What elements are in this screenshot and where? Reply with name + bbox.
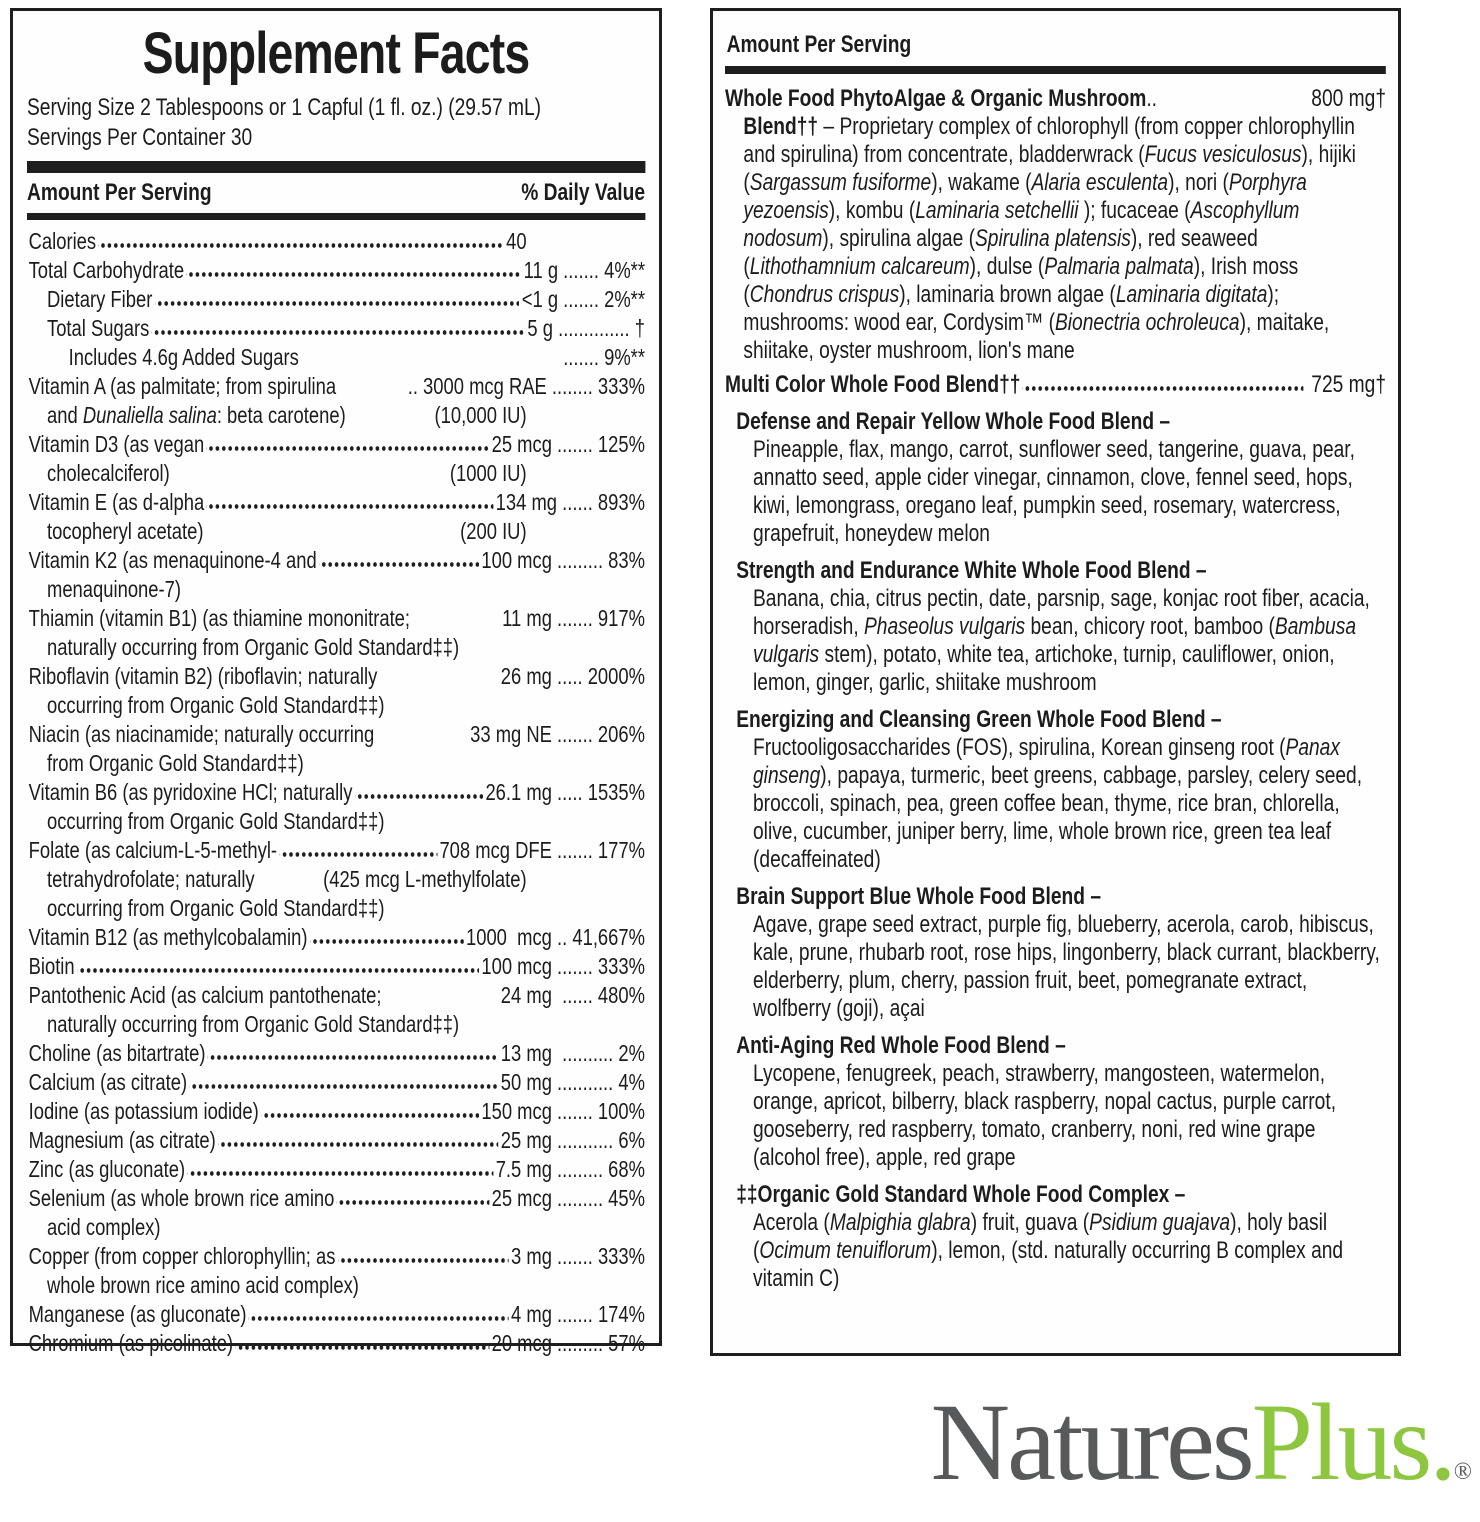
blend-entry	[725, 705, 1386, 874]
blend-amount: 725 mg†	[1305, 371, 1386, 398]
nutrient-rows	[27, 227, 645, 1358]
nutrient-label: menaquinone-7)	[47, 576, 182, 602]
blend-entry	[725, 371, 1386, 399]
leader-dots	[374, 720, 470, 749]
nutrient-label: Magnesium (as citrate)	[28, 1127, 216, 1153]
nutrient-label: Calories	[28, 228, 97, 254]
nutrient-label: Zinc (as gluconate)	[28, 1156, 186, 1182]
nutrient-row	[27, 1329, 645, 1358]
nutrient-row	[27, 1271, 645, 1300]
registered-trademark-icon: ®	[1453, 1459, 1472, 1485]
nutrient-label: Chromium (as picolinate)	[28, 1330, 234, 1356]
nutrient-row	[27, 952, 645, 981]
nutrient-value: 3 mg ....... 333%	[511, 1243, 645, 1269]
blend-heading: Whole Food PhytoAlgae & Organic Mushroom .. 800 mg†	[725, 85, 1386, 112]
leader-dots	[186, 256, 521, 285]
nutrient-row	[27, 1097, 645, 1126]
nutrient-value: (1000 IU)	[449, 460, 527, 486]
nutrient-label: from Organic Gold Standard‡‡)	[47, 750, 304, 776]
nutrient-row	[27, 575, 645, 604]
nutrient-label: Biotin	[28, 953, 75, 979]
nutrient-value: 100 mcg ....... 333%	[481, 953, 645, 979]
leader-dots	[304, 749, 645, 778]
nutrient-label: Copper (from copper chlorophyllin; as	[28, 1243, 336, 1269]
nutrient-label: Dietary Fiber	[47, 286, 153, 312]
nutrient-row	[27, 1010, 645, 1039]
nutrient-label: Vitamin K2 (as menaquinone-4 and	[28, 547, 317, 573]
nutrient-row	[27, 836, 645, 865]
leader-dots	[355, 778, 483, 807]
blend-entry	[725, 556, 1386, 697]
nutrient-row	[27, 488, 645, 517]
logo-natures: Natures	[930, 1381, 1252, 1503]
leader-dots	[359, 1271, 645, 1300]
nutrient-row	[27, 720, 645, 749]
blend-heading: Strength and Endurance White Whole Food Blend –	[736, 557, 1207, 584]
leader-dots	[279, 836, 437, 865]
leader-dots	[189, 1068, 498, 1097]
nutrient-label: occurring from Organic Gold Standard‡‡)	[47, 895, 385, 921]
leader-dots	[155, 285, 520, 314]
nutrient-row	[27, 691, 645, 720]
nutrient-value: 7.5 mg ......... 68%	[495, 1156, 645, 1182]
nutrient-value: <1 g ....... 2%**	[521, 286, 645, 312]
nutrient-row	[27, 749, 645, 778]
blend-body: Acerola (Malpighia glabra) fruit, guava (Psidium guajava), holy basil (Ocimum tenuiflorum), lemon, (std. naturally occurring B complex and vitamin C)	[753, 1209, 1344, 1292]
nutrient-label: Total Sugars	[47, 315, 150, 341]
nutrient-row	[27, 517, 645, 546]
nutrient-row	[27, 1068, 645, 1097]
blend-entry	[725, 882, 1386, 1023]
nutrient-label: occurring from Organic Gold Standard‡‡)	[47, 692, 385, 718]
blend-body: Lycopene, fenugreek, peach, strawberry, mangosteen, watermelon, orange, apricot, bilberry, black raspberry, nopal cactus, purple carrot, gooseberry, red raspberry, tomato, cranberry, noni, red wine grape (alcohol free), apple, red grape	[753, 1060, 1337, 1171]
blend-amount: 800 mg†	[1305, 85, 1386, 112]
blend-body: Pineapple, flax, mango, carrot, sunflower seed, tangerine, guava, pear, annatto seed, apple cider vinegar, cinnamon, clove, fennel seed, hops, kiwi, lemongrass, oregano leaf, pumpkin seed, rosemary, watercress, grapefruit, honeydew melon	[753, 436, 1355, 547]
leader-dots	[218, 1126, 498, 1155]
nutrient-row	[27, 1184, 645, 1213]
blend-body: Fructooligosaccharides (FOS), spirulina, Korean ginseng root (Panax ginseng), papaya, turmeric, beet greens, cabbage, parsley, celery seed, broccoli, spinach, pea, green coffee bean, thyme, rice bran, chlorella, olive, cucumber, juniper berry, lime, whole brown rice, green tea leaf (decaffeinated)	[753, 734, 1363, 873]
nutrient-value: 1000 mcg .. 41,667%	[465, 924, 645, 950]
blend-body: Blend†† – Proprietary complex of chlorophyll (from copper chlorophyllin and spirulina) from concentrate, bladderwrack (Fucus vesiculosus), hijiki (Sargassum fusiforme), wakame (Alaria esculenta), nori (Porphyra yezoensis), kombu (Laminaria setchellii ); fucaceae (Ascophyllum nodosum), spirulina algae (Spirulina platensis), red seaweed (Lithothamnium calcareum), dulse (Palmaria palmata), Irish moss (Chondrus crispus), laminaria brown algae (Laminaria digitata); mushrooms: wood ear, Cordysim™ (Bionectria ochroleuca), maitake, shiitake, oyster mushroom, lion's mane	[743, 113, 1356, 364]
nutrient-value: 11 mg ....... 917%	[502, 605, 645, 631]
table-column-headers	[27, 178, 645, 208]
nutrient-row	[27, 314, 645, 343]
leader-dots	[337, 1184, 489, 1213]
leader-dots	[1023, 371, 1304, 399]
nutrient-value: (425 mcg L-methylfolate)	[323, 866, 527, 892]
nutrient-row	[27, 1039, 645, 1068]
amount-per-serving-header: Amount Per Serving	[27, 179, 212, 206]
divider-medium	[27, 213, 645, 220]
leader-dots	[385, 691, 646, 720]
divider-thick-right	[725, 66, 1386, 74]
nutrient-row	[27, 923, 645, 952]
leader-dots	[338, 1242, 509, 1271]
nutrient-value: 50 mg ........... 4%	[500, 1069, 645, 1095]
nutrient-label: Vitamin D3 (as vegan	[28, 431, 205, 457]
nutrient-row	[27, 894, 645, 923]
blend-heading: Defense and Repair Yellow Whole Food Blend –	[736, 408, 1171, 435]
nutrient-label: Total Carbohydrate	[28, 257, 185, 283]
blend-heading: Brain Support Blue Whole Food Blend –	[736, 883, 1101, 910]
nutrient-label: and Dunaliella salina: beta carotene)	[47, 402, 346, 428]
naturesplus-logo	[930, 1381, 1472, 1522]
leader-dots	[207, 430, 490, 459]
nutrient-row	[27, 1155, 645, 1184]
leader-dots	[385, 807, 646, 836]
nutrient-value: 11 g ....... 4%**	[523, 257, 645, 283]
leader-dots	[170, 459, 450, 488]
nutrient-label: naturally occurring from Organic Gold Standard‡‡)	[47, 634, 460, 660]
nutrient-value: 25 mcg ....... 125%	[491, 431, 645, 457]
leader-dots	[336, 372, 408, 401]
servings-per-container-line: Servings Per Container 30	[27, 124, 253, 151]
nutrient-row	[27, 981, 645, 1010]
nutrient-value: 100 mcg ......... 83%	[481, 547, 645, 573]
leader-dots	[181, 575, 645, 604]
nutrient-label: Vitamin E (as d-alpha	[28, 489, 205, 515]
nutrient-row	[27, 430, 645, 459]
supplement-facts-panel	[10, 8, 662, 1356]
leader-dots	[299, 343, 563, 372]
blend-entry	[725, 85, 1386, 365]
leader-dots	[382, 981, 501, 1010]
nutrient-value: 26 mg ..... 2000%	[500, 663, 645, 689]
nutrient-value: 25 mcg ......... 45%	[491, 1185, 645, 1211]
nutrient-label: cholecalciferol)	[47, 460, 170, 486]
nutrient-value: (200 IU)	[460, 518, 527, 544]
nutrient-value: 33 mg NE ....... 206%	[470, 721, 645, 747]
logo-plus: Plus.	[1251, 1381, 1454, 1503]
nutrient-label: Choline (as bitartrate)	[28, 1040, 206, 1066]
nutrient-label: Niacin (as niacinamide; naturally occurring	[28, 721, 375, 747]
nutrient-value: 13 mg .......... 2%	[500, 1040, 645, 1066]
leader-dots	[261, 1097, 479, 1126]
leader-dots	[459, 633, 645, 662]
nutrient-label: Selenium (as whole brown rice amino	[28, 1185, 335, 1211]
nutrient-row	[27, 256, 645, 285]
nutrient-value: (10,000 IU)	[434, 402, 527, 428]
leader-dots	[99, 227, 504, 256]
nutrient-row	[27, 604, 645, 633]
nutrient-row	[27, 285, 645, 314]
leader-dots	[77, 952, 479, 981]
divider-thick	[27, 161, 645, 173]
nutrient-value: 25 mg ........... 6%	[500, 1127, 645, 1153]
leader-dots	[410, 604, 502, 633]
nutrient-label: Vitamin B6 (as pyridoxine HCl; naturally	[28, 779, 353, 805]
nutrient-label: Vitamin A (as palmitate; from spirulina	[28, 373, 337, 399]
supplement-facts-title: Supplement Facts	[142, 21, 530, 86]
blend-heading: Energizing and Cleansing Green Whole Food Blend –	[736, 706, 1222, 733]
nutrient-row	[27, 1242, 645, 1271]
nutrient-label: occurring from Organic Gold Standard‡‡)	[47, 808, 385, 834]
nutrient-row	[27, 459, 645, 488]
nutrient-label: Folate (as calcium-L-5-methyl-	[28, 837, 278, 863]
leader-dots	[208, 1039, 498, 1068]
nutrient-row	[27, 865, 645, 894]
nutrient-value: 134 mg ...... 893%	[495, 489, 645, 515]
nutrient-value: 708 mcg DFE ....... 177%	[439, 837, 645, 863]
blend-entry	[725, 407, 1386, 548]
nutrient-label: whole brown rice amino acid complex)	[47, 1272, 359, 1298]
nutrient-row	[27, 343, 645, 372]
serving-size-line: Serving Size 2 Tablespoons or 1 Capful (1 fl. oz.) (29.57 mL)	[27, 94, 542, 121]
nutrient-value: 150 mcg ....... 100%	[481, 1098, 645, 1124]
amount-per-serving-header-right: Amount Per Serving	[726, 31, 912, 58]
nutrient-row	[27, 401, 645, 430]
blend-heading: Anti-Aging Red Whole Food Blend –	[736, 1032, 1066, 1059]
leader-dots	[459, 1010, 645, 1039]
blend-heading: ‡‡Organic Gold Standard Whole Food Complex –	[736, 1181, 1186, 1208]
nutrient-label: Calcium (as citrate)	[28, 1069, 188, 1095]
leader-dots	[204, 517, 461, 546]
leader-dots	[385, 894, 646, 923]
leader-dots	[346, 401, 435, 430]
nutrient-row	[27, 227, 645, 256]
nutrient-row	[27, 633, 645, 662]
leader-dots	[236, 1329, 490, 1358]
nutrient-label: acid complex)	[47, 1214, 161, 1240]
nutrient-row	[27, 1213, 645, 1242]
blend-entry	[725, 1031, 1386, 1172]
nutrient-value: .. 3000 mcg RAE ........ 333%	[407, 373, 645, 399]
nutrient-row	[27, 778, 645, 807]
leader-dots	[161, 1213, 645, 1242]
leader-dots	[187, 1155, 493, 1184]
nutrient-row	[27, 807, 645, 836]
nutrient-value: 26.1 mg ..... 1535%	[485, 779, 645, 805]
nutrient-label: Vitamin B12 (as methylcobalamin)	[28, 924, 308, 950]
nutrient-value: 5 g .............. †	[527, 315, 645, 341]
blend-entries	[725, 85, 1386, 1293]
nutrient-row	[27, 662, 645, 691]
nutrient-row	[27, 372, 645, 401]
blend-heading: Multi Color Whole Food Blend†† 725 mg†	[725, 371, 1386, 398]
leader-dots	[377, 662, 500, 691]
leader-dots	[319, 546, 479, 575]
nutrient-row	[27, 1126, 645, 1155]
leader-dots	[152, 314, 525, 343]
nutrient-value: 4 mg ....... 174%	[511, 1301, 645, 1327]
nutrient-label: naturally occurring from Organic Gold Standard‡‡)	[47, 1011, 460, 1037]
nutrient-row	[27, 1300, 645, 1329]
nutrient-label: Includes 4.6g Added Sugars	[68, 344, 299, 370]
nutrient-label: Iodine (as potassium iodide)	[28, 1098, 259, 1124]
nutrient-label: Riboflavin (vitamin B2) (riboflavin; naturally	[28, 663, 378, 689]
leader-dots	[1157, 85, 1306, 113]
leader-dots	[249, 1300, 509, 1329]
nutrient-value: ....... 9%**	[563, 344, 645, 370]
blend-body: Banana, chia, citrus pectin, date, parsnip, sage, konjac root fiber, acacia, horseradish, Phaseolus vulgaris bean, chicory root, bamboo (Bambusa vulgaris stem), potato, white tea, artichoke, turnip, cauliflower, onion, lemon, ginger, garlic, shiitake mushroom	[753, 585, 1370, 696]
daily-value-header: % Daily Value	[521, 179, 645, 206]
nutrient-label: Thiamin (vitamin B1) (as thiamine mononitrate;	[28, 605, 411, 631]
nutrient-row	[27, 546, 645, 575]
nutrient-label: Manganese (as gluconate)	[28, 1301, 247, 1327]
nutrient-label: tetrahydrofolate; naturally	[47, 866, 255, 892]
leader-dots	[207, 488, 494, 517]
blends-panel	[710, 8, 1401, 1356]
nutrient-value: 24 mg ...... 480%	[500, 982, 645, 1008]
nutrient-label: tocopheryl acetate)	[47, 518, 204, 544]
blend-body: Agave, grape seed extract, purple fig, blueberry, acerola, carob, hibiscus, kale, prune, rhubarb root, rose hips, lingonberry, black currant, blackberry, elderberry, plum, cherry, passion fruit, beet, pomegranate extract, wolfberry (goji), açai	[753, 911, 1380, 1022]
leader-dots	[255, 865, 323, 894]
blend-entry	[725, 1180, 1386, 1293]
nutrient-label: Pantothenic Acid (as calcium pantothenate;	[28, 982, 382, 1008]
nutrient-value: 40	[506, 228, 527, 254]
leader-dots	[310, 923, 464, 952]
nutrient-value: 20 mcg ......... 57%	[491, 1330, 645, 1356]
